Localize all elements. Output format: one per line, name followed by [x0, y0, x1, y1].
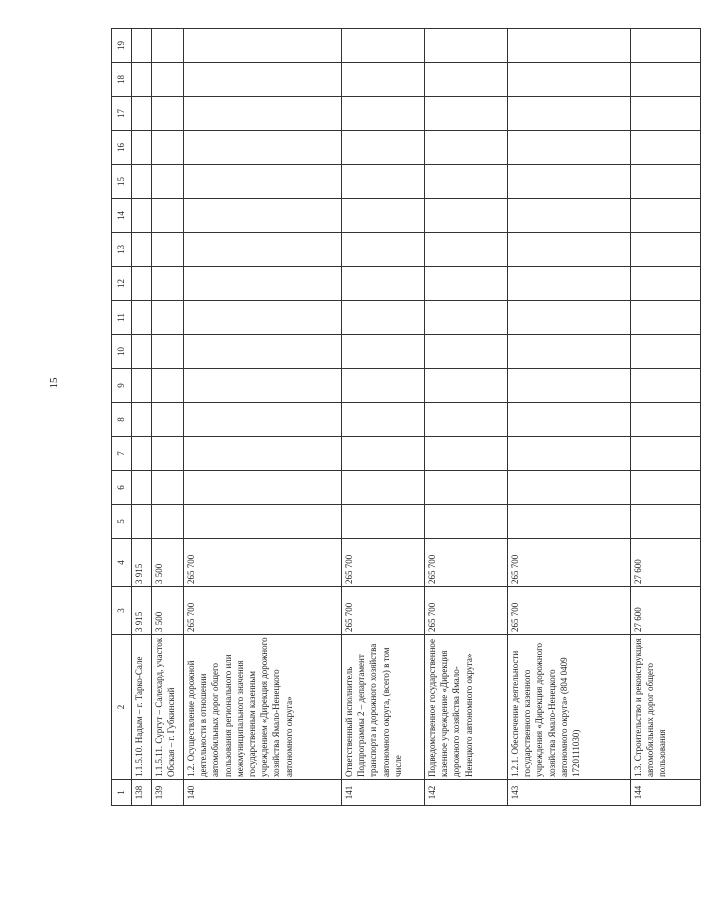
empty-cell: [132, 505, 152, 539]
col-header-5: 5: [112, 505, 132, 539]
empty-cell: [152, 437, 184, 471]
col-header-2: 2: [112, 635, 132, 780]
cell-col-3: 3 915: [132, 587, 152, 635]
empty-cell: [508, 97, 631, 131]
empty-cell: [152, 97, 184, 131]
empty-cell: [631, 301, 701, 335]
empty-cell: [508, 369, 631, 403]
col-header-9: 9: [112, 369, 132, 403]
empty-cell: [425, 63, 508, 97]
empty-cell: [132, 97, 152, 131]
cell-col-3: 265 700: [184, 587, 342, 635]
empty-cell: [631, 131, 701, 165]
empty-cell: [631, 505, 701, 539]
cell-col-4: 27 600: [631, 539, 701, 587]
row-name: 1.1.5.11. Сургут – Салехард, участок Обская – г. Губкинский: [152, 635, 184, 780]
program-table: [111, 28, 701, 806]
empty-cell: [342, 199, 425, 233]
empty-cell: [132, 199, 152, 233]
empty-cell: [184, 29, 342, 63]
col-header-15: 15: [112, 165, 132, 199]
empty-cell: [184, 131, 342, 165]
empty-cell: [184, 369, 342, 403]
col-header-12: 12: [112, 267, 132, 301]
empty-cell: [132, 63, 152, 97]
empty-cell: [184, 165, 342, 199]
table-row: [184, 29, 342, 806]
row-number: 141: [342, 780, 425, 806]
col-header-10: 10: [112, 335, 132, 369]
col-header-6: 6: [112, 471, 132, 505]
col-header-4: 4: [112, 539, 132, 587]
table-row: [508, 29, 631, 806]
empty-cell: [342, 165, 425, 199]
empty-cell: [425, 131, 508, 165]
empty-cell: [184, 505, 342, 539]
empty-cell: [342, 267, 425, 301]
empty-cell: [184, 301, 342, 335]
row-name: 1.2. Осуществление дорожной деятельности в отношении автомобильных дорог общего пользования регионального или межмуниципального значения государственным казенным учреждением «Дирекция дорожного хозяйства Ямало-Ненецкого автономного округа»: [184, 635, 342, 780]
col-header-7: 7: [112, 437, 132, 471]
empty-cell: [425, 505, 508, 539]
empty-cell: [152, 199, 184, 233]
rotated-table-sheet: [111, 6, 668, 806]
col-header-16: 16: [112, 131, 132, 165]
cell-col-4: 265 700: [342, 539, 425, 587]
empty-cell: [508, 131, 631, 165]
row-name: Ответственный исполнитель Подпрограммы 2 – департамент транспорта и дорожного хозяйства автономного округа, (всего) в том числе: [342, 635, 425, 780]
empty-cell: [132, 267, 152, 301]
col-header-19: 19: [112, 29, 132, 63]
row-number: 138: [132, 780, 152, 806]
empty-cell: [631, 165, 701, 199]
cell-col-4: 265 700: [184, 539, 342, 587]
empty-cell: [152, 29, 184, 63]
empty-cell: [152, 335, 184, 369]
row-name: 1.1.5.10. Надым – г. Тарко-Сале: [132, 635, 152, 780]
row-number: 143: [508, 780, 631, 806]
empty-cell: [152, 505, 184, 539]
cell-col-3: 265 700: [425, 587, 508, 635]
empty-cell: [425, 165, 508, 199]
empty-cell: [152, 301, 184, 335]
empty-cell: [152, 267, 184, 301]
empty-cell: [508, 63, 631, 97]
empty-cell: [425, 471, 508, 505]
empty-cell: [152, 131, 184, 165]
empty-cell: [342, 301, 425, 335]
cell-col-4: 265 700: [425, 539, 508, 587]
col-header-14: 14: [112, 199, 132, 233]
cell-col-3: 27 600: [631, 587, 701, 635]
row-number: 144: [631, 780, 701, 806]
empty-cell: [508, 403, 631, 437]
empty-cell: [152, 233, 184, 267]
col-header-11: 11: [112, 301, 132, 335]
empty-cell: [184, 97, 342, 131]
header-row: [112, 29, 132, 806]
cell-col-4: 3 915: [132, 539, 152, 587]
table-row: [152, 29, 184, 806]
empty-cell: [132, 301, 152, 335]
empty-cell: [184, 267, 342, 301]
row-number: 139: [152, 780, 184, 806]
empty-cell: [152, 369, 184, 403]
empty-cell: [342, 437, 425, 471]
empty-cell: [342, 97, 425, 131]
empty-cell: [508, 335, 631, 369]
table-row: [425, 29, 508, 806]
empty-cell: [425, 233, 508, 267]
empty-cell: [132, 233, 152, 267]
empty-cell: [425, 29, 508, 63]
empty-cell: [508, 199, 631, 233]
empty-cell: [132, 437, 152, 471]
col-header-17: 17: [112, 97, 132, 131]
empty-cell: [631, 437, 701, 471]
empty-cell: [631, 233, 701, 267]
empty-cell: [631, 369, 701, 403]
empty-cell: [425, 267, 508, 301]
empty-cell: [425, 335, 508, 369]
row-number: 142: [425, 780, 508, 806]
empty-cell: [425, 199, 508, 233]
empty-cell: [132, 403, 152, 437]
empty-cell: [184, 335, 342, 369]
cell-col-4: 265 700: [508, 539, 631, 587]
empty-cell: [508, 505, 631, 539]
empty-cell: [132, 131, 152, 165]
empty-cell: [184, 471, 342, 505]
empty-cell: [508, 29, 631, 63]
empty-cell: [184, 403, 342, 437]
col-header-3: 3: [112, 587, 132, 635]
empty-cell: [631, 471, 701, 505]
empty-cell: [342, 29, 425, 63]
empty-cell: [132, 471, 152, 505]
empty-cell: [425, 301, 508, 335]
empty-cell: [152, 403, 184, 437]
empty-cell: [132, 369, 152, 403]
empty-cell: [508, 471, 631, 505]
empty-cell: [342, 471, 425, 505]
table-row: [132, 29, 152, 806]
empty-cell: [508, 437, 631, 471]
row-name: Подведомственное государственное казенное учреждение «Дирекция дорожного хозяйства Ямало-Ненецкого автономного округа»: [425, 635, 508, 780]
empty-cell: [184, 63, 342, 97]
empty-cell: [152, 63, 184, 97]
empty-cell: [342, 63, 425, 97]
empty-cell: [184, 199, 342, 233]
empty-cell: [425, 97, 508, 131]
row-name: 1.3. Строительство и реконструкция автомобильных дорог общего пользования: [631, 635, 701, 780]
cell-col-4: 3 500: [152, 539, 184, 587]
table-row: [342, 29, 425, 806]
empty-cell: [631, 335, 701, 369]
empty-cell: [425, 369, 508, 403]
empty-cell: [152, 165, 184, 199]
empty-cell: [508, 233, 631, 267]
col-header-1: 1: [112, 780, 132, 806]
empty-cell: [631, 97, 701, 131]
empty-cell: [132, 29, 152, 63]
empty-cell: [342, 233, 425, 267]
empty-cell: [132, 335, 152, 369]
empty-cell: [132, 165, 152, 199]
col-header-13: 13: [112, 233, 132, 267]
page-number: 15: [48, 377, 60, 389]
col-header-8: 8: [112, 403, 132, 437]
empty-cell: [342, 335, 425, 369]
empty-cell: [425, 437, 508, 471]
cell-col-3: 265 700: [342, 587, 425, 635]
cell-col-3: 3 500: [152, 587, 184, 635]
empty-cell: [184, 437, 342, 471]
empty-cell: [184, 233, 342, 267]
cell-col-3: 265 700: [508, 587, 631, 635]
empty-cell: [631, 403, 701, 437]
empty-cell: [631, 63, 701, 97]
empty-cell: [631, 29, 701, 63]
table-row: [631, 29, 701, 806]
col-header-18: 18: [112, 63, 132, 97]
empty-cell: [342, 369, 425, 403]
empty-cell: [508, 165, 631, 199]
row-name: 1.2.1. Обеспечение деятельности государственного казенного учреждения «Дирекция дорожного хозяйства Ямало-Ненецкого автономного округа» (804 0409 1720111030): [508, 635, 631, 780]
empty-cell: [425, 403, 508, 437]
empty-cell: [508, 301, 631, 335]
empty-cell: [342, 131, 425, 165]
empty-cell: [631, 267, 701, 301]
empty-cell: [631, 199, 701, 233]
empty-cell: [152, 471, 184, 505]
row-number: 140: [184, 780, 342, 806]
empty-cell: [342, 505, 425, 539]
empty-cell: [342, 403, 425, 437]
empty-cell: [508, 267, 631, 301]
